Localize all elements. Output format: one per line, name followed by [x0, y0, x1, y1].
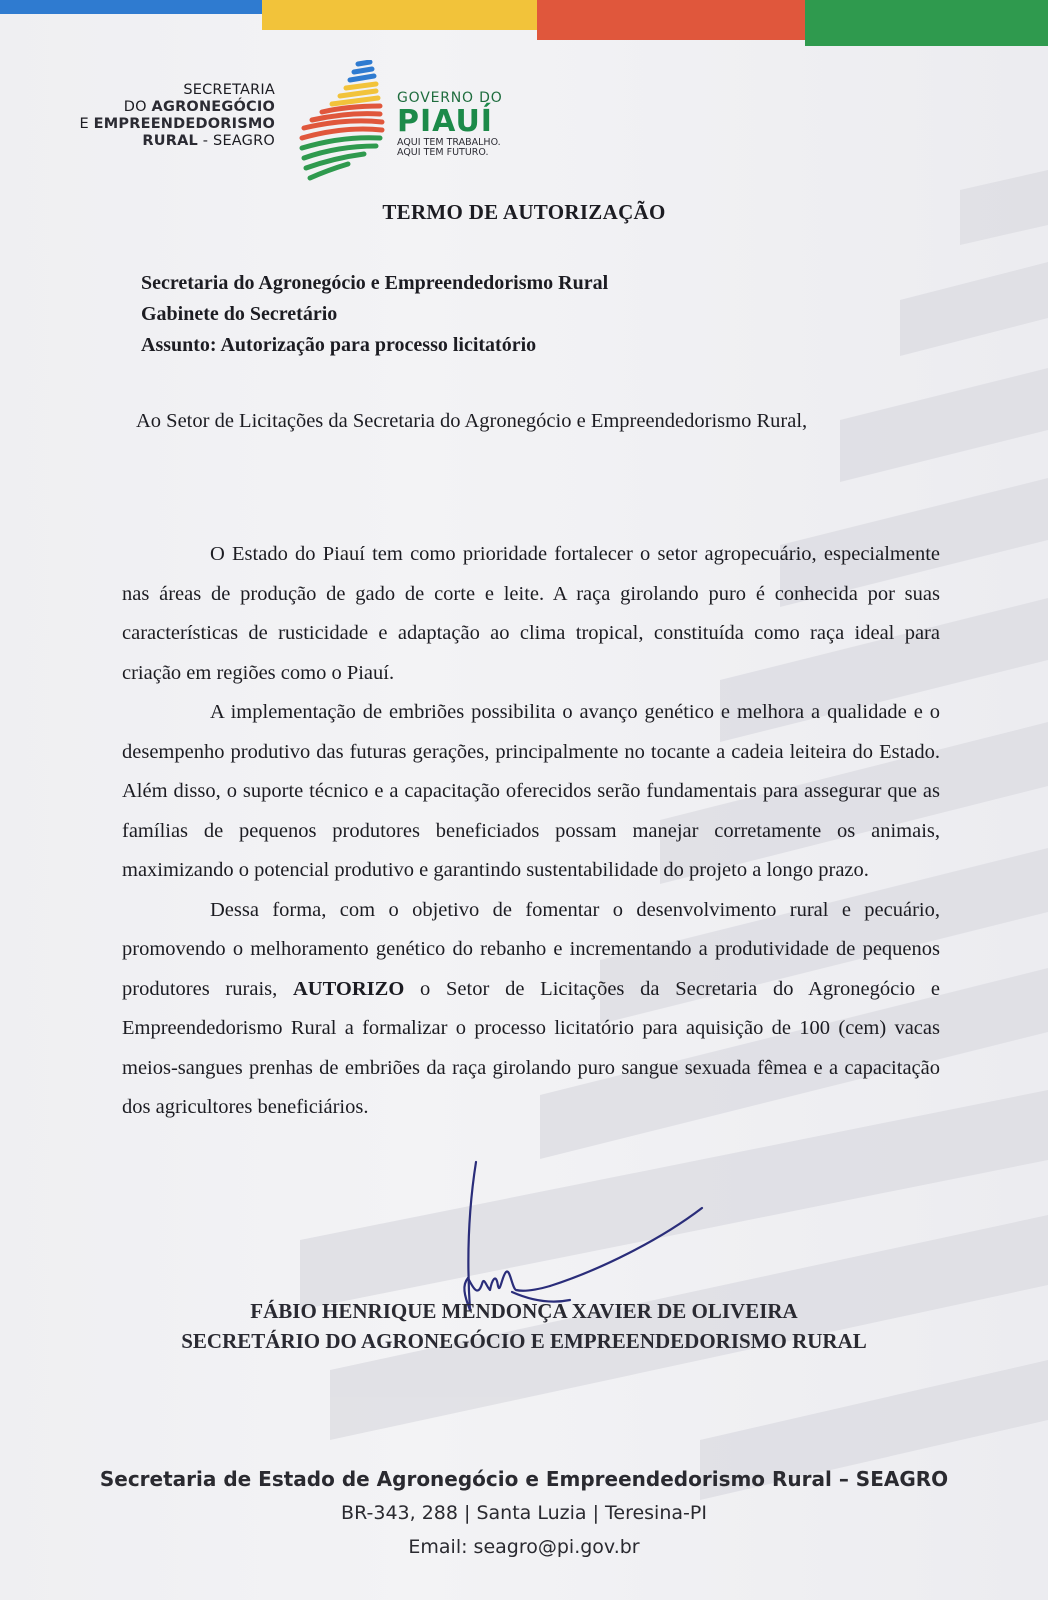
meta-gabinete: Gabinete do Secretário: [141, 303, 338, 325]
piaui-emblem-icon: [298, 60, 390, 184]
document-title: TERMO DE AUTORIZAÇÃO: [382, 200, 666, 224]
greeting: Ao Setor de Licitações da Secretaria do Agronegócio e Empreendedorismo Rural,: [136, 410, 808, 432]
document-meta: [141, 268, 608, 361]
paragraph-3: [122, 891, 940, 1128]
governo-piaui-logo: [397, 90, 503, 158]
paragraph-1: O Estado do Piauí tem como prioridade fortalecer o setor agropecuário, especialmente nas áreas de produção de gado de corte e leite. A raça girolando puro é conhecida por suas características de rusticidade e adaptação ao clima tropical, constituída como raça ideal para criação em regiões como o Piauí.: [122, 543, 940, 684]
governo-logo-line1: GOVERNO DO: [397, 90, 503, 106]
secretaria-logo-line4-bold: RURAL: [142, 133, 198, 149]
meta-secretaria: Secretaria do Agronegócio e Empreendedorismo Rural: [141, 272, 609, 294]
signature-block: [0, 1296, 1048, 1356]
secretaria-logo: [70, 82, 275, 150]
secretaria-logo-line2-prefix: DO: [123, 99, 152, 115]
secretaria-logo-line4: [70, 133, 275, 150]
secretaria-logo-line2: [70, 99, 275, 116]
secretaria-logo-line3-bold: EMPREENDEDORISMO: [93, 116, 275, 132]
secretaria-logo-line1: SECRETARIA: [183, 82, 275, 98]
footer-organization: Secretaria de Estado de Agronegócio e Empreendedorismo Rural – SEAGRO: [99, 1467, 949, 1491]
paragraph-3-after: o Setor de Licitações da Secretaria do Agronegócio e Empreendedorismo Rural a formalizar o processo licitatório para aquisição de 100 (cem) vacas meios-sangues prenhas de embriões da raça girolando puro sangue sexuada fêmea e a capacitação dos agricultores beneficiários.: [122, 977, 940, 1118]
paragraph-2: A implementação de embriões possibilita o avanço genético e melhora a qualidade e o desempenho produtivo das futuras gerações, principalmente no tocante a cadeia leiteira do Estado. Além disso, o suporte técnico e a capacitação oferecidos serão fundamentais para assegurar que as famílias de pequenos produtores beneficiados possam manejar corretamente os animais, maximizando o potencial produtivo e garantindo sustentabilidade do projeto a longo prazo.: [122, 701, 940, 881]
footer-address: BR-343, 288 | Santa Luzia | Teresina-PI: [341, 1502, 707, 1524]
signatory-role: SECRETÁRIO DO AGRONEGÓCIO E EMPREENDEDORISMO RURAL: [181, 1329, 867, 1353]
signatory-name: FÁBIO HENRIQUE MENDONÇA XAVIER DE OLIVEIRA: [250, 1299, 798, 1323]
secretaria-logo-line3-prefix: E: [79, 116, 94, 132]
footer-email: Email: seagro@pi.gov.br: [408, 1536, 640, 1558]
document-body: [122, 535, 940, 1128]
governo-logo-line3: AQUI TEM TRABALHO.: [397, 137, 501, 148]
governo-logo-line2: PIAUÍ: [397, 104, 493, 139]
secretaria-logo-line4-suffix: - SEAGRO: [197, 133, 275, 149]
meta-assunto: Assunto: Autorização para processo licitatório: [141, 334, 537, 356]
paragraph-3-autorizo: AUTORIZO: [293, 977, 405, 1000]
secretaria-logo-line2-bold: AGRONEGÓCIO: [151, 99, 275, 115]
paragraph-3-before: Dessa forma, com o objetivo de fomentar o desenvolvimento rural e pecuário, promovendo o melhoramento genético do rebanho e incrementando a produtividade de pequenos produtores rurais,: [122, 898, 940, 1000]
secretaria-logo-line3: [70, 116, 275, 133]
document-footer: [0, 1462, 1048, 1564]
governo-logo-line4: AQUI TEM FUTURO.: [397, 147, 489, 158]
